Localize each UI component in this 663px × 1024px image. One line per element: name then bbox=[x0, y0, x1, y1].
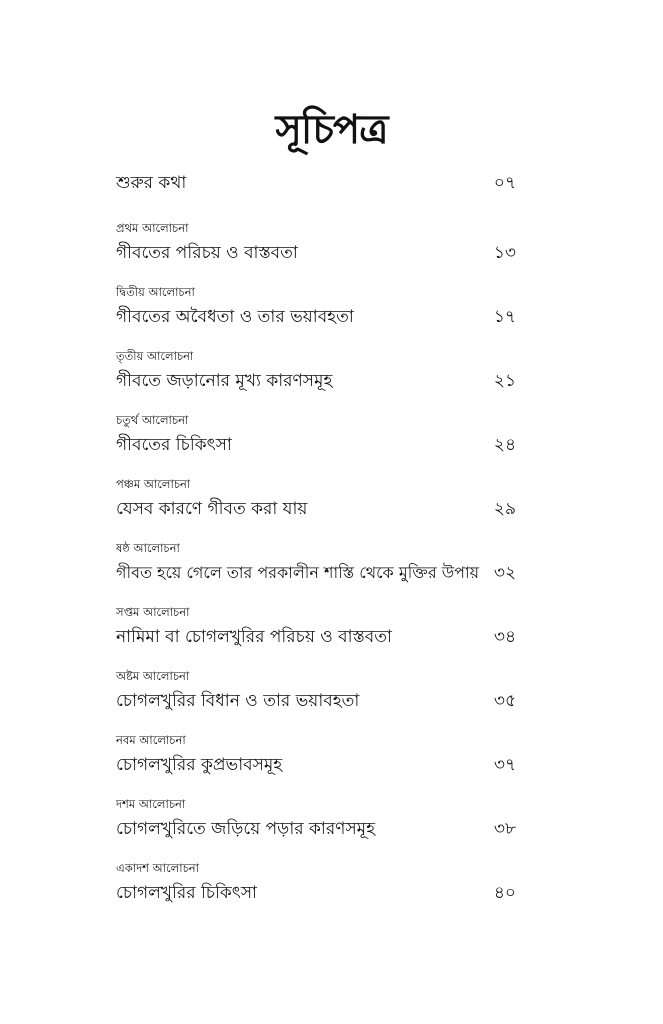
entry-page-number: ৩২ bbox=[493, 563, 516, 583]
toc-row bbox=[116, 494, 516, 524]
toc-entry[interactable] bbox=[116, 860, 516, 924]
entry-title: চোগলখুরিতে জড়িয়ে পড়ার কারণসমূহ bbox=[116, 819, 376, 839]
entry-page-number: ২৯ bbox=[493, 499, 516, 519]
entry-page-number: ৩৭ bbox=[493, 755, 516, 775]
toc-entry[interactable] bbox=[116, 796, 516, 860]
entry-title: শুরুর কথা bbox=[116, 173, 187, 193]
entry-title: গীবতে জড়ানোর মূখ্য কারণসমূহ bbox=[116, 371, 333, 391]
entry-page-number: ১৭ bbox=[493, 307, 516, 327]
toc-entry[interactable] bbox=[116, 348, 516, 412]
chapter-label: দশম আলোচনা bbox=[116, 797, 186, 811]
toc-row bbox=[116, 622, 516, 652]
toc-entry[interactable] bbox=[116, 540, 516, 604]
table-of-contents bbox=[116, 168, 516, 924]
page-title: সূচিপত্র bbox=[275, 107, 388, 153]
chapter-label: পঞ্চম আলোচনা bbox=[116, 477, 191, 491]
entry-title: গীবতের পরিচয় ও বাস্তবতা bbox=[116, 243, 298, 263]
toc-entry[interactable] bbox=[116, 604, 516, 668]
entry-title: গীবত হয়ে গেলে তার পরকালীন শাস্তি থেকে মুক্তির উপায় bbox=[116, 563, 480, 582]
toc-entry[interactable] bbox=[116, 284, 516, 348]
entry-page-number: ৩৫ bbox=[493, 691, 516, 711]
toc-row bbox=[116, 814, 516, 844]
toc-row bbox=[116, 168, 516, 198]
chapter-label: অষ্টম আলোচনা bbox=[116, 669, 190, 683]
toc-entry[interactable] bbox=[116, 412, 516, 476]
chapter-label: একাদশ আলোচনা bbox=[116, 861, 199, 875]
entry-page-number: ১৩ bbox=[493, 243, 516, 263]
entry-page-number: ৪০ bbox=[493, 883, 516, 903]
toc-entry[interactable] bbox=[116, 220, 516, 284]
chapter-label: তৃতীয় আলোচনা bbox=[116, 349, 194, 363]
entry-title: চোগলখুরির কুপ্রভাবসমূহ bbox=[116, 755, 283, 775]
entry-title: চোগলখুরির বিধান ও তার ভয়াবহতা bbox=[116, 691, 360, 711]
chapter-label: নবম আলোচনা bbox=[116, 733, 186, 747]
toc-row bbox=[116, 366, 516, 396]
chapter-label: চতুর্থ আলোচনা bbox=[116, 413, 189, 427]
toc-row bbox=[116, 686, 516, 716]
chapter-label: ষষ্ঠ আলোচনা bbox=[116, 541, 180, 555]
chapter-label: দ্বিতীয় আলোচনা bbox=[116, 285, 195, 299]
toc-entry[interactable] bbox=[116, 476, 516, 540]
entry-page-number: ২১ bbox=[493, 371, 516, 391]
entry-title: গীবতের অবৈধতা ও তার ভয়াবহতা bbox=[116, 307, 354, 327]
toc-entry[interactable] bbox=[116, 168, 516, 208]
entry-title: চোগলখুরির চিকিৎসা bbox=[116, 883, 257, 903]
toc-row bbox=[116, 430, 516, 460]
chapter-label: সপ্তম আলোচনা bbox=[116, 605, 190, 619]
toc-row bbox=[116, 238, 516, 268]
toc-row bbox=[116, 302, 516, 332]
toc-row bbox=[116, 558, 516, 588]
entry-page-number: ৩৮ bbox=[493, 819, 516, 839]
entry-page-number: ০৭ bbox=[493, 173, 516, 193]
entry-title: গীবতের চিকিৎসা bbox=[116, 435, 232, 455]
toc-row bbox=[116, 878, 516, 908]
entry-title: নামিমা বা চোগলখুরির পরিচয় ও বাস্তবতা bbox=[116, 627, 392, 647]
entry-page-number: ৩৪ bbox=[493, 627, 516, 647]
toc-entry[interactable] bbox=[116, 668, 516, 732]
chapter-label: প্রথম আলোচনা bbox=[116, 221, 189, 235]
toc-row bbox=[116, 750, 516, 780]
toc-entry[interactable] bbox=[116, 732, 516, 796]
entry-title: যেসব কারণে গীবত করা যায় bbox=[116, 499, 308, 519]
entry-page-number: ২৪ bbox=[493, 435, 516, 455]
